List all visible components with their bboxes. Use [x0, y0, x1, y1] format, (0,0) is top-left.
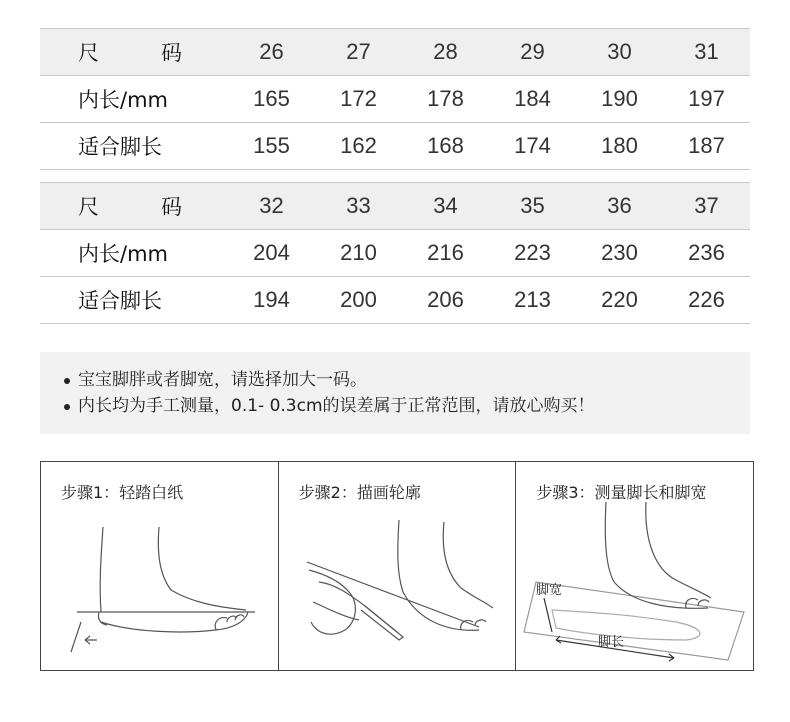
- value-cell: 220: [576, 277, 663, 324]
- step-title: 步骤2：描画轮廓: [298, 483, 421, 502]
- value-cell: 174: [489, 123, 576, 170]
- step-1: [41, 462, 279, 670]
- size-cell: 36: [576, 183, 663, 230]
- value-cell: 184: [489, 76, 576, 123]
- inner-length-row: [40, 230, 750, 277]
- size-cell: 34: [402, 183, 489, 230]
- size-cell: 27: [315, 29, 402, 76]
- step-title: 步骤3：测量脚长和脚宽: [536, 483, 707, 502]
- size-row: [40, 29, 750, 76]
- size-header-label: 尺 码: [40, 29, 228, 76]
- step-title: 步骤1：轻踏白纸: [61, 483, 184, 502]
- size-cell: 30: [576, 29, 663, 76]
- row-label: 内长/mm: [40, 230, 228, 277]
- size-row: [40, 183, 750, 230]
- value-cell: 172: [315, 76, 402, 123]
- row-label: 适合脚长: [40, 123, 228, 170]
- size-cell: 35: [489, 183, 576, 230]
- value-cell: 230: [576, 230, 663, 277]
- size-cell: 28: [402, 29, 489, 76]
- step-2: [279, 462, 517, 670]
- row-label: 适合脚长: [40, 277, 228, 324]
- value-cell: 216: [402, 230, 489, 277]
- note-item: 内长均为手工测量，0.1- 0.3cm的误差属于正常范围，请放心购买！: [78, 393, 750, 419]
- size-cell: 37: [663, 183, 750, 230]
- value-cell: 190: [576, 76, 663, 123]
- value-cell: 187: [663, 123, 750, 170]
- foot-length-row: [40, 277, 750, 324]
- value-cell: 223: [489, 230, 576, 277]
- foot-length-label: 脚长: [598, 635, 625, 650]
- step-3: [516, 462, 753, 670]
- measure-steps: [40, 461, 754, 671]
- value-cell: 213: [489, 277, 576, 324]
- value-cell: 168: [402, 123, 489, 170]
- size-cell: 31: [663, 29, 750, 76]
- value-cell: 204: [228, 230, 315, 277]
- value-cell: 162: [315, 123, 402, 170]
- inner-length-row: [40, 76, 750, 123]
- size-header-label: 尺 码: [40, 183, 228, 230]
- size-cell: 26: [228, 29, 315, 76]
- foot-width-label: 脚宽: [536, 583, 563, 598]
- measuring-illustration: [516, 462, 754, 670]
- size-table-top: [40, 28, 750, 170]
- value-cell: 165: [228, 76, 315, 123]
- tracing-outline-illustration: [279, 462, 516, 670]
- value-cell: 180: [576, 123, 663, 170]
- value-cell: 200: [315, 277, 402, 324]
- size-table-bottom: [40, 182, 750, 324]
- foot-length-row: [40, 123, 750, 170]
- value-cell: 155: [228, 123, 315, 170]
- size-cell: 32: [228, 183, 315, 230]
- foot-on-paper-illustration: [41, 462, 278, 670]
- value-cell: 226: [663, 277, 750, 324]
- row-label: 内长/mm: [40, 76, 228, 123]
- value-cell: 210: [315, 230, 402, 277]
- value-cell: 206: [402, 277, 489, 324]
- note-item: 宝宝脚胖或者脚宽，请选择加大一码。: [78, 367, 750, 393]
- value-cell: 197: [663, 76, 750, 123]
- value-cell: 236: [663, 230, 750, 277]
- value-cell: 194: [228, 277, 315, 324]
- size-cell: 33: [315, 183, 402, 230]
- size-cell: 29: [489, 29, 576, 76]
- value-cell: 178: [402, 76, 489, 123]
- notes-box: [40, 352, 750, 434]
